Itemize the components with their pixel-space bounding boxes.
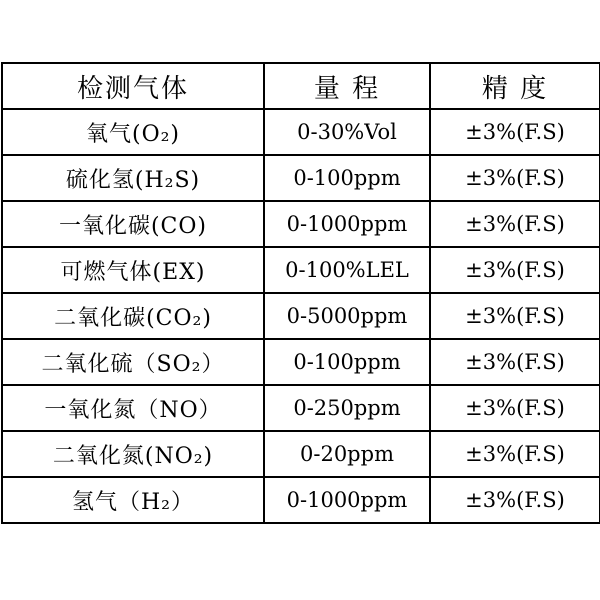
cell-gas: 二氧化硫（SO₂） [2, 339, 264, 385]
cell-range: 0-250ppm [264, 385, 430, 431]
cell-accuracy: ±3%(F.S) [430, 155, 600, 201]
cell-gas: 二氧化氮(NO₂) [2, 431, 264, 477]
cell-range: 0-1000ppm [264, 201, 430, 247]
table-row [2, 431, 600, 477]
cell-accuracy: ±3%(F.S) [430, 247, 600, 293]
cell-gas: 二氧化碳(CO₂) [2, 293, 264, 339]
cell-range: 0-20ppm [264, 431, 430, 477]
cell-range: 0-100ppm [264, 155, 430, 201]
cell-gas: 一氧化氮（NO） [2, 385, 264, 431]
table-row [2, 385, 600, 431]
cell-range: 0-30%Vol [264, 109, 430, 155]
cell-range: 0-100%LEL [264, 247, 430, 293]
cell-gas: 氧气(O₂) [2, 109, 264, 155]
cell-range: 0-1000ppm [264, 477, 430, 523]
table-row [2, 109, 600, 155]
table-row [2, 293, 600, 339]
cell-gas: 硫化氢(H₂S) [2, 155, 264, 201]
table-row [2, 339, 600, 385]
table-row [2, 155, 600, 201]
table-header-row [2, 63, 600, 109]
cell-range: 0-5000ppm [264, 293, 430, 339]
table-row [2, 201, 600, 247]
cell-gas: 氢气（H₂） [2, 477, 264, 523]
header-gas: 检测气体 [2, 63, 264, 109]
table-row [2, 477, 600, 523]
cell-accuracy: ±3%(F.S) [430, 385, 600, 431]
cell-gas: 一氧化碳(CO) [2, 201, 264, 247]
cell-accuracy: ±3%(F.S) [430, 339, 600, 385]
cell-accuracy: ±3%(F.S) [430, 293, 600, 339]
header-range: 量 程 [264, 63, 430, 109]
header-accuracy: 精 度 [430, 63, 600, 109]
cell-accuracy: ±3%(F.S) [430, 201, 600, 247]
cell-gas: 可燃气体(EX) [2, 247, 264, 293]
cell-accuracy: ±3%(F.S) [430, 109, 600, 155]
cell-accuracy: ±3%(F.S) [430, 477, 600, 523]
cell-range: 0-100ppm [264, 339, 430, 385]
table-row [2, 247, 600, 293]
gas-spec-table [1, 62, 600, 524]
cell-accuracy: ±3%(F.S) [430, 431, 600, 477]
